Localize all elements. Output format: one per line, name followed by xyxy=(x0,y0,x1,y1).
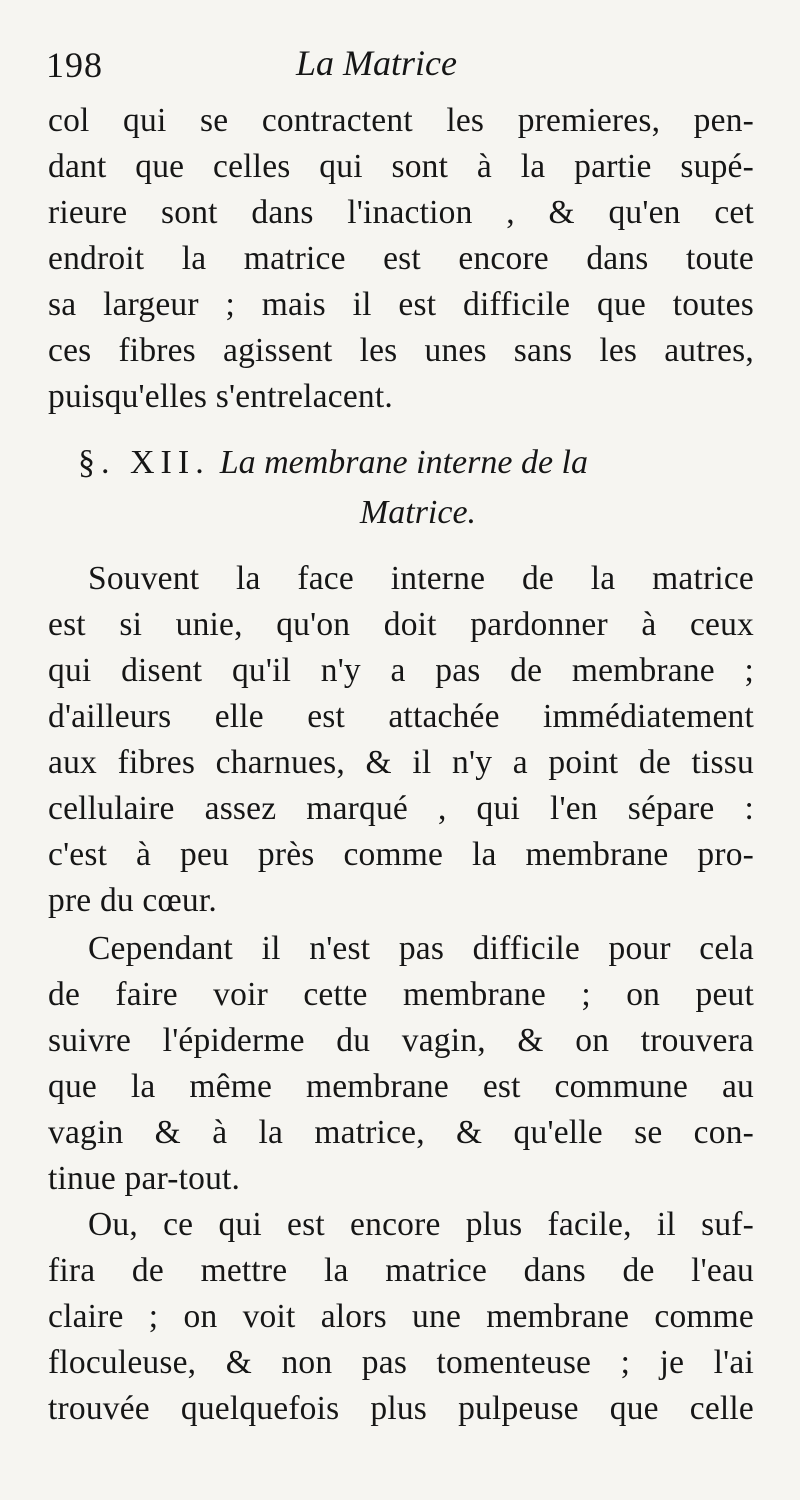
text-line: vagin & à la matrice, & qu'elle se con- xyxy=(48,1114,754,1151)
text-line: de faire voir cette membrane ; on peut xyxy=(48,976,754,1013)
section-heading-line xyxy=(78,438,758,488)
text-line: tinue par-tout. xyxy=(48,1160,241,1197)
text-line: cellulaire assez marqué , qui l'en sépare : xyxy=(48,790,754,827)
text-line: sa largeur ; mais il est difficile que toutes xyxy=(48,286,754,323)
section-title-continued: Matrice. xyxy=(359,494,477,531)
section-heading xyxy=(78,438,758,538)
paragraph-1 xyxy=(48,98,754,420)
text-line: col qui se contractent les premieres, pen- xyxy=(48,102,754,139)
paragraph-3 xyxy=(48,926,754,1202)
text-line: aux fibres charnues, & il n'y a point de tissu xyxy=(48,744,754,781)
text-line: est si unie, qu'on doit pardonner à ceux xyxy=(48,606,754,643)
section-number: §. XII. xyxy=(78,444,210,481)
text-line: ces fibres agissent les unes sans les autres, xyxy=(48,332,754,369)
running-title: La Matrice xyxy=(296,43,457,83)
text-line: que la même membrane est commune au xyxy=(48,1068,754,1105)
text-line: c'est à peu près comme la membrane pro- xyxy=(48,836,754,873)
section-title: La membrane interne de la xyxy=(219,444,588,481)
text-line: dant que celles qui sont à la partie supé- xyxy=(48,148,754,185)
text-line: trouvée quelquefois plus pulpeuse que celle xyxy=(48,1390,754,1427)
page-number: 198 xyxy=(46,45,103,85)
page-header xyxy=(46,42,754,92)
paragraph-2 xyxy=(48,556,754,924)
text-line: Cependant il n'est pas difficile pour cela xyxy=(88,930,754,967)
text-line: fira de mettre la matrice dans de l'eau xyxy=(48,1252,754,1289)
text-line: Souvent la face interne de la matrice xyxy=(88,560,754,597)
text-line: pre du cœur. xyxy=(48,882,217,919)
text-line: rieure sont dans l'inaction , & qu'en cet xyxy=(48,194,754,231)
text-line: claire ; on voit alors une membrane comme xyxy=(48,1298,754,1335)
text-line: d'ailleurs elle est attachée immédiatement xyxy=(48,698,754,735)
text-line: puisqu'elles s'entrelacent. xyxy=(48,378,393,415)
paragraph-4 xyxy=(48,1202,754,1432)
text-line: qui disent qu'il n'y a pas de membrane ; xyxy=(48,652,754,689)
text-line: Ou, ce qui est encore plus facile, il suf- xyxy=(88,1206,754,1243)
text-line: suivre l'épiderme du vagin, & on trouvera xyxy=(48,1022,754,1059)
text-line: floculeuse, & non pas tomenteuse ; je l'ai xyxy=(48,1344,754,1381)
text-line: endroit la matrice est encore dans toute xyxy=(48,240,754,277)
